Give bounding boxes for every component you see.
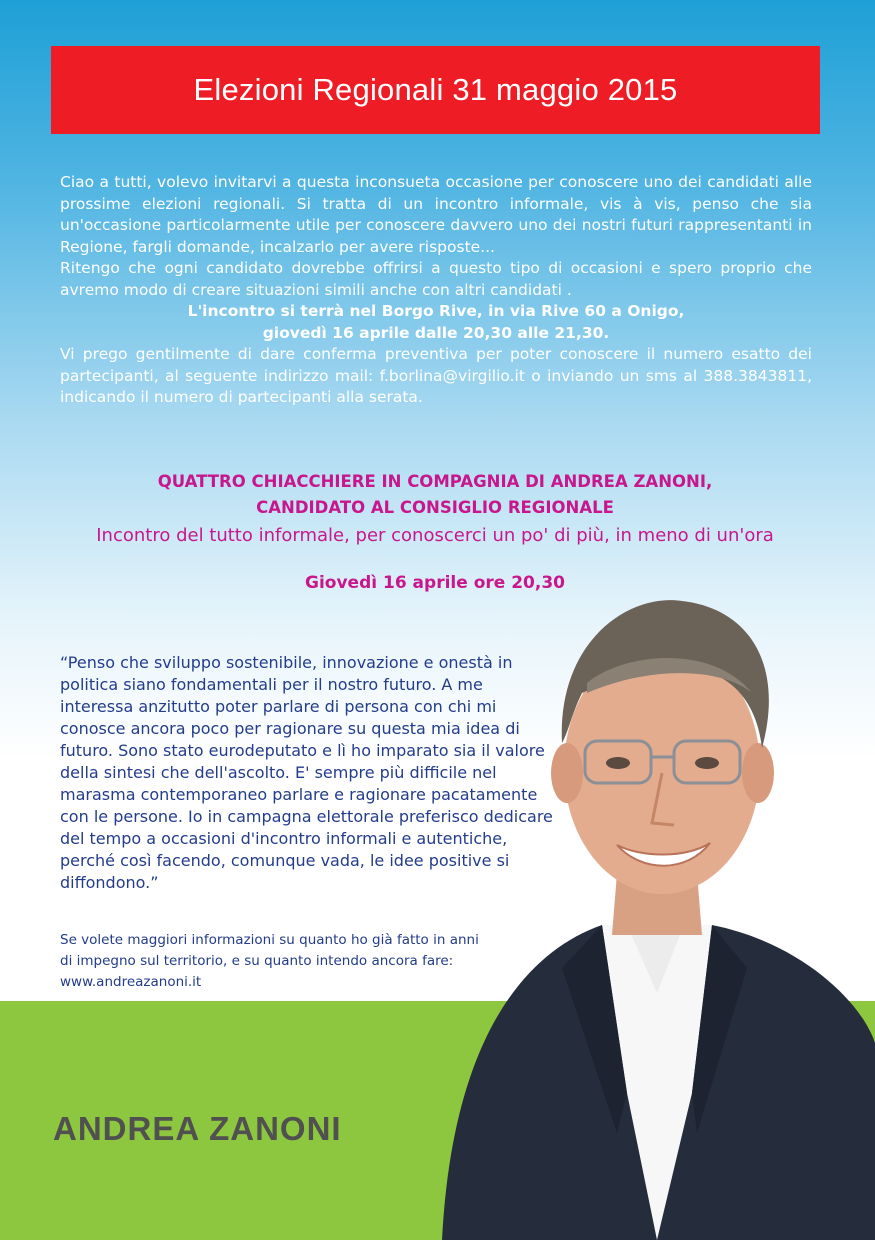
location-line-1: L'incontro si terrà nel Borgo Rive, in via Rive 60 a Onigo, [187,302,685,320]
event-date: Giovedì 16 aprile ore 20,30 [305,573,565,593]
page-title: Elezioni Regionali 31 maggio 2015 [193,72,678,107]
more-info-text: Se volete maggiori informazioni su quanto ho già fatto in anni di impegno sul territorio, e su quanto intendo ancora fare: www.andreazanoni.it [60,932,479,990]
event-subtitle: Incontro del tutto informale, per conoscerci un po' di più, in meno di un'ora [96,525,774,546]
intro-paragraph-1: Ciao a tutti, volevo invitarvi a questa inconsueta occasione per conoscere uno dei candidati alle prossime elezioni regionali. Si tratta di un incontro informale, vis à vis, penso che sia un'occasione particolarmente utile per conoscere davvero uno dei nostri futuri rappresentanti in Regione, fargli domande, incalzarlo per avere risposte... [60,173,812,256]
event-headline-2: CANDIDATO AL CONSIGLIO REGIONALE [256,498,614,517]
candidate-portrait-photo [412,573,875,1240]
candidate-name: ANDREA ZANONI [53,1110,342,1147]
intro-paragraph-3: Vi prego gentilmente di dare conferma preventiva per poter conoscere il numero esatto dei partecipanti, al seguente indirizzo mail: f.borlina@virgilio.it o inviando un sms al 388.3843811, indicando il numero di partecipanti alla serata. [60,345,812,406]
candidate-quote: “Penso che sviluppo sostenibile, innovazione e onestà in politica siano fondamentali per il nostro futuro. A me interessa anzitutto poter parlare di persona con chi mi conosce ancora poco per ragionare su questa mia idea di futuro. Sono stato eurodeputato e lì ho imparato sia il valore della sintesi che dell'ascolto. E' sempre più difficile nel marasma contemporaneo parlare e ragionare pacatamente con le persone. Io in campagna elettorale preferisco dedicare del tempo a occasioni d'incontro informali e autentiche, perché così facendo, comunque vada, le idee positive si diffondono.” [60,653,553,892]
event-headline-1: QUATTRO CHIACCHIERE IN COMPAGNIA DI ANDREA ZANONI, [157,472,713,491]
title-banner [51,46,820,134]
location-line-2: giovedì 16 aprile dalle 20,30 alle 21,30. [262,323,610,342]
intro-paragraph-2: Ritengo che ogni candidato dovrebbe offrirsi a questo tipo di occasioni e spero proprio che avremo modo di creare situazioni simili anche con altri candidati . [60,259,812,299]
intro-text [60,172,812,409]
